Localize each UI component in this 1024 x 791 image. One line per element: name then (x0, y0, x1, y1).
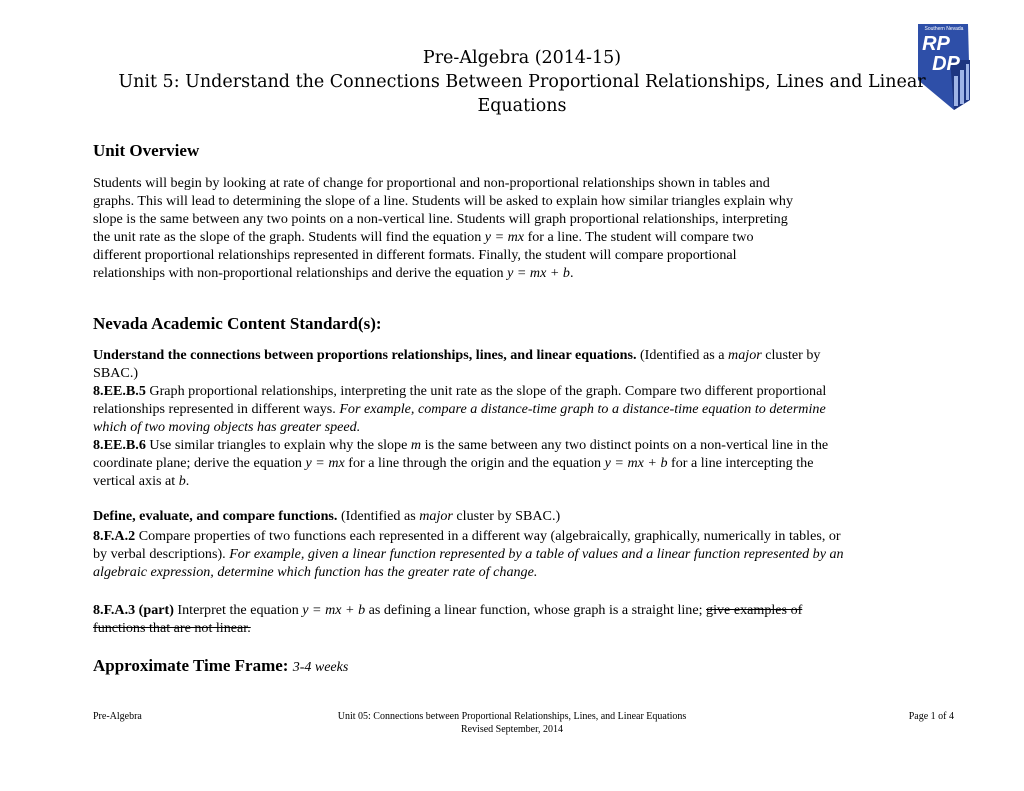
standard-text: . (185, 473, 190, 489)
standard-text: by verbal descriptions). (93, 546, 230, 562)
standard-8-f-a3 (93, 601, 938, 619)
unit-overview-paragraph (93, 174, 938, 282)
overview-line (93, 228, 938, 246)
standard-text: Use similar triangles to explain why the slope (145, 437, 411, 453)
standards-block-4 (93, 601, 938, 637)
time-frame-value: 3-4 weeks (292, 660, 349, 675)
time-frame (93, 656, 348, 676)
standard-line (93, 545, 938, 563)
equation: y = mx + b (507, 265, 570, 281)
logo-rp-text: RP (922, 33, 950, 55)
cluster-text: cluster by (761, 347, 821, 363)
equation: y = mx (484, 229, 525, 245)
equation: y = mx + b (302, 602, 366, 618)
standard-example: For example, compare a distance-time graph to a distance-time equation to determine (339, 401, 826, 417)
equation: y = mx (305, 455, 345, 471)
struck-text: functions that are not linear. (93, 620, 251, 636)
standard-example: which of two moving objects has greater speed. (93, 419, 361, 435)
title-line-2: Unit 5: Understand the Connections Between Proportional Relationships, Lines and Linear (118, 72, 926, 92)
cluster-major: major (728, 347, 762, 363)
overview-text: for a line. The student will compare two (524, 229, 754, 245)
footer-center-line-2: Revised September, 2014 (460, 724, 564, 735)
variable: m (410, 437, 422, 453)
standards-heading: Nevada Academic Content Standard(s): (93, 314, 382, 333)
standard-code: 8.EE.B.5 (93, 383, 146, 399)
standard-code: 8.F.A.3 (part) (93, 602, 174, 618)
standard-8-ee-b6 (93, 436, 938, 454)
footer-left: Pre-Algebra (93, 711, 142, 722)
standard-code: 8.EE.B.6 (93, 437, 146, 453)
standard-text: for a line intercepting the (667, 455, 814, 471)
equation: y = mx + b (604, 455, 668, 471)
cluster-text: (Identified as (337, 508, 420, 524)
cluster-title: Understand the connections between proportions relationships, lines, and linear equations. (93, 347, 637, 363)
standards-block-2 (93, 507, 938, 525)
overview-line: different proportional relationships represented in different formats. Finally, the student will compare proportional (93, 247, 737, 263)
overview-text: . (569, 265, 574, 281)
footer-center (312, 710, 712, 736)
title-line-3: Equations (477, 96, 567, 116)
overview-line: slope is the same between any two points on a non-vertical line. Students will graph proportional relationships, interpreting (93, 211, 788, 227)
unit-overview-heading: Unit Overview (93, 141, 200, 160)
standard-example: For example, given a linear function represented by a table of values and a linear function represented by an (229, 546, 844, 562)
standard-text: is the same between any two distinct points on a non-vertical line in the (421, 437, 829, 453)
cluster-major: major (419, 508, 453, 524)
standard-text: as defining a linear function, whose graph is a straight line; (365, 602, 707, 618)
overview-line: Students will begin by looking at rate of change for proportional and non-proportional relationships shown in tables and (93, 175, 770, 191)
cluster-text: cluster by SBAC.) (452, 508, 561, 524)
standard-text: Interpret the equation (173, 602, 303, 618)
logo-dp-text: DP (932, 53, 960, 75)
overview-text: relationships with non-proportional relationships and derive the equation (93, 265, 508, 281)
page-title (100, 46, 944, 118)
overview-text: the unit rate as the slope of the graph. Students will find the equation (93, 229, 485, 245)
cluster-1-line (93, 346, 938, 364)
standard-code: 8.F.A.2 (93, 528, 136, 544)
cluster-title: Define, evaluate, and compare functions. (93, 508, 338, 524)
cluster-2-line (93, 507, 938, 525)
overview-line (93, 264, 938, 282)
time-frame-heading: Approximate Time Frame: (93, 656, 289, 675)
standards-block-1 (93, 346, 938, 490)
struck-text: give examples of (706, 602, 803, 618)
standard-8-ee-b5 (93, 382, 938, 400)
standard-line (93, 454, 938, 472)
footer-center-line-1: Unit 05: Connections between Proportional Relationships, Lines, and Linear Equations (337, 711, 687, 722)
variable: b (178, 473, 186, 489)
standard-line (93, 400, 938, 418)
standard-8-f-a2 (93, 527, 938, 545)
standard-text: coordinate plane; derive the equation (93, 455, 306, 471)
standard-text: Graph proportional relationships, interpreting the unit rate as the slope of the graph. Compare two different proportional (145, 383, 827, 399)
logo-top-text: Southern Nevada (924, 26, 964, 32)
standard-text: relationships represented in different ways. (93, 401, 340, 417)
standards-block-3 (93, 527, 938, 581)
footer-page-number: Page 1 of 4 (908, 711, 954, 722)
standard-text: Compare properties of two functions each represented in a different way (algebraically, graphically, numerically in tables, or (135, 528, 841, 544)
standard-example: algebraic expression, determine which function has the greater rate of change. (93, 564, 538, 580)
cluster-1-line-2: SBAC.) (93, 365, 139, 381)
cluster-text: (Identified as a (636, 347, 729, 363)
standard-text: vertical axis at (93, 473, 179, 489)
standard-line (93, 472, 938, 490)
overview-line: graphs. This will lead to determining the slope of a line. Students will be asked to explain how similar triangles explain why (93, 193, 793, 209)
standard-text: for a line through the origin and the equation (344, 455, 605, 471)
title-line-1: Pre-Algebra (2014-15) (422, 48, 622, 68)
